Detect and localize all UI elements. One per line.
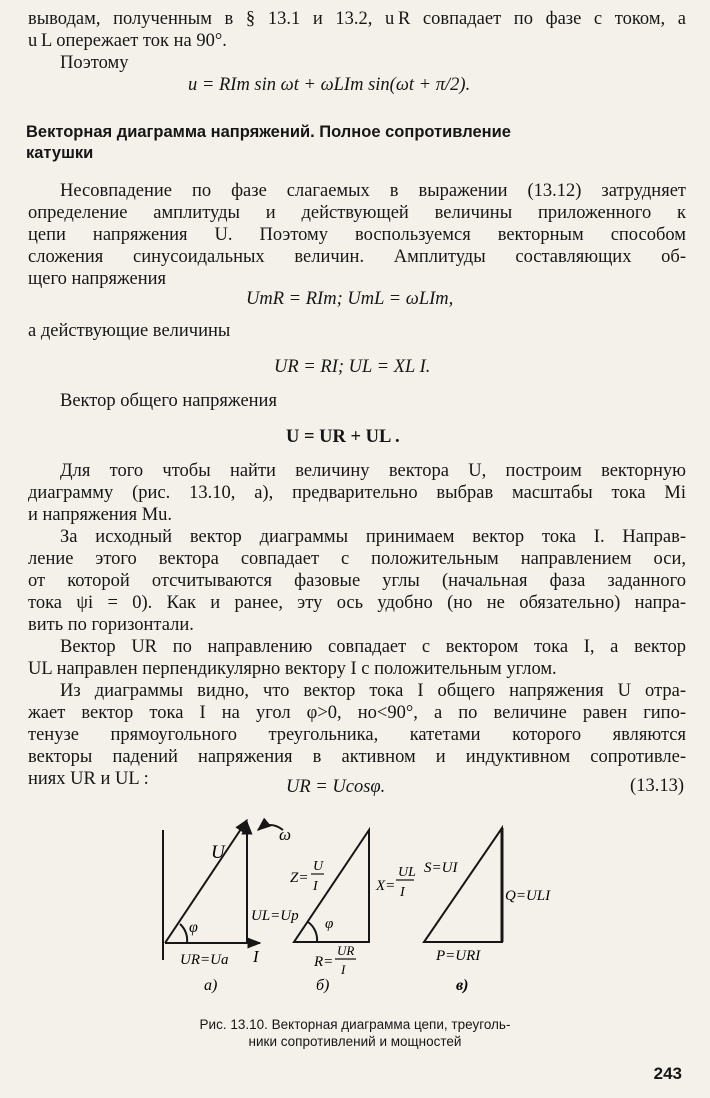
triangle-power <box>424 828 502 942</box>
figure-caption: ники сопротивлений и мощностей <box>248 1034 462 1049</box>
figure-13-10 <box>0 800 710 1020</box>
text-line: определение амплитуды и действующей величины приложенного к <box>28 203 686 223</box>
label-c: в) <box>456 977 469 994</box>
vector-voltage-u <box>165 820 247 943</box>
label-s: S=UI <box>424 860 458 876</box>
text-line: тенузе прямоугольного треугольника, катетами которого являются <box>28 725 686 745</box>
text-line: Вектор общего напряжения <box>60 391 277 411</box>
page-number: 243 <box>653 1064 682 1083</box>
text-line: выводам, полученным в § 13.1 и 13.2, u R совпадает по фазе с током, а <box>28 9 686 29</box>
label-u: U <box>211 842 225 863</box>
text-line: ление этого вектора совпадает с положительным направлением оси, <box>28 549 686 569</box>
label-x: X= <box>376 878 396 894</box>
label-phi: φ <box>189 919 198 936</box>
label-r-den: I <box>341 962 346 977</box>
equation: UR = Ucosφ. <box>286 777 386 797</box>
label-q: Q=ULI <box>505 888 551 904</box>
label-phi-b: φ <box>325 916 334 932</box>
text-line: Несовпадение по фазе слагаемых в выражении (13.12) затрудняет <box>60 181 686 201</box>
label-r: R= <box>314 954 334 970</box>
text-line: а действующие величины <box>28 321 231 341</box>
section-heading-line: Векторная диаграмма напряжений. Полное сопротивление <box>26 123 511 141</box>
label-i: I <box>253 947 259 966</box>
angle-arc-phi <box>180 924 187 943</box>
text-line: За исходный вектор диаграммы принимаем вектор тока I. Направ- <box>60 527 686 547</box>
text-line: Поэтому <box>60 53 129 73</box>
text-line: u L опережает ток на 90°. <box>28 31 227 51</box>
equation-number: (13.13) <box>630 776 684 796</box>
text-line: диаграмму (рис. 13.10, а), предварительно выбрав масштабы тока Mi <box>28 483 686 503</box>
text-line: UL направлен перпендикулярно вектору I с положительным углом. <box>28 659 557 679</box>
label-z-den: I <box>313 879 318 894</box>
label-ul: UL=Up <box>251 908 299 924</box>
text-line: векторы падений напряжения в активном и индуктивном сопротивле- <box>28 747 686 767</box>
label-a: а) <box>204 977 218 994</box>
label-ur: UR=Ua <box>180 952 229 968</box>
equation: U = UR + UL . <box>286 427 400 447</box>
section-heading-line: катушки <box>26 144 94 162</box>
text-line: и напряжения Mu. <box>28 505 173 525</box>
equation: UmR = RIm; UmL = ωLIm, <box>246 289 454 309</box>
text-line: Для того чтобы найти величину вектора U, построим векторную <box>60 461 686 481</box>
text-line: сложения синусоидальных величин. Амплитуды составляющих об- <box>28 247 686 267</box>
text-line: тока ψi = 0). Как и ранее, эту ось удобно (но не обязательно) напра- <box>28 593 686 613</box>
label-x-num: UL <box>398 865 416 880</box>
angle-arc-phi-b <box>308 922 317 942</box>
equation: UR = RI; UL = XL I. <box>274 357 431 377</box>
label-z-num: U <box>313 859 324 874</box>
equation: u = RIm sin ωt + ωLIm sin(ωt + π/2). <box>188 75 471 95</box>
text-line: вить по горизонтали. <box>28 615 194 635</box>
label-p: P=URI <box>436 948 481 964</box>
label-omega: ω <box>279 825 292 844</box>
text-line: цепи напряжения U. Поэтому воспользуемся векторным способом <box>28 225 686 245</box>
figure-caption: Рис. 13.10. Векторная диаграмма цепи, треуголь- <box>199 1017 511 1032</box>
label-x-den: I <box>400 885 405 900</box>
label-r-num: UR <box>337 943 355 958</box>
text-line: щего напряжения <box>28 269 167 289</box>
text-line: от которой отсчитываются фазовые углы (начальная фаза заданного <box>28 571 686 591</box>
text-line: Вектор UR по направлению совпадает с вектором тока I, а вектор <box>60 637 686 657</box>
text-line: ниях UR и UL : <box>28 769 149 789</box>
label-b: б) <box>316 977 330 994</box>
text-line: жает вектор тока I на угол φ>0, но<90°, а по величине равен гипо- <box>28 703 686 723</box>
text-line: Из диаграммы видно, что вектор тока I общего напряжения U отра- <box>60 681 686 701</box>
label-z: Z= <box>290 870 309 886</box>
